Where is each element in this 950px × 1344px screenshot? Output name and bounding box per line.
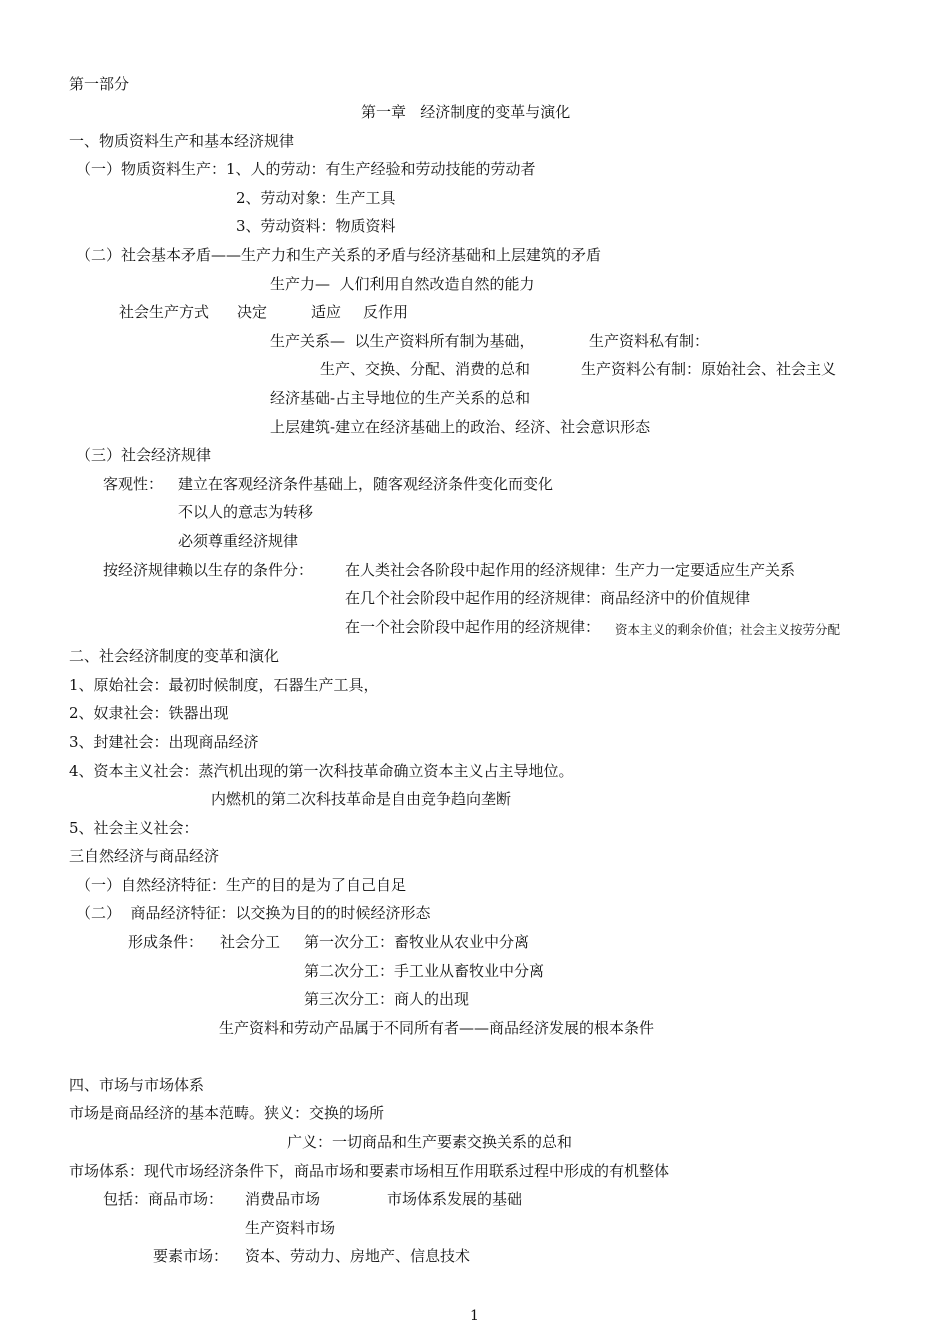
condition-2: 在几个社会阶段中起作用的经济规律：商品经济中的价值规律 <box>345 589 751 607</box>
adapt-label: 适应 <box>311 303 342 321</box>
superstructure: 上层建筑-建立在经济基础上的政治、经济、社会意识形态 <box>270 418 651 436</box>
division-3: 第三次分工：商人的出现 <box>304 990 470 1008</box>
consumer-market: 消费品市场 <box>245 1190 321 1208</box>
s2-line-4b: 内燃机的第二次科技革命是自由竞争趋向垄断 <box>211 790 512 808</box>
section-4-title: 四、市场与市场体系 <box>69 1076 205 1094</box>
market-broad: 广义：一切商品和生产要素交换关系的总和 <box>287 1133 573 1151</box>
division-1: 第一次分工：畜牧业从农业中分离 <box>304 933 530 951</box>
page-number: 1 <box>470 1308 479 1324</box>
social-division: 社会分工 <box>220 933 281 951</box>
s1-a-title: （一）物质资料生产：1、人的劳动：有生产经验和劳动技能的劳动者 <box>76 160 536 178</box>
s3-b: （二） 商品经济特征：以交换为目的的时候经济形态 <box>76 904 431 922</box>
productivity-line: 生产力— 人们利用自然改造自然的能力 <box>270 275 535 293</box>
condition-1: 在人类社会各阶段中起作用的经济规律：生产力一定要适应生产关系 <box>345 561 796 579</box>
system-foundation: 市场体系发展的基础 <box>387 1190 523 1208</box>
s2-line-4: 4、资本主义社会：蒸汽机出现的第一次科技革命确立资本主义占主导地位。 <box>69 762 574 780</box>
market-system: 市场体系：现代市场经济条件下，商品市场和要素市场相互作用联系过程中形成的有机整体 <box>69 1162 670 1180</box>
section-1-title: 一、物质资料生产和基本经济规律 <box>69 132 295 150</box>
react-label: 反作用 <box>363 303 409 321</box>
objectivity-3: 必须尊重经济规律 <box>178 532 299 550</box>
objectivity-2: 不以人的意志为转移 <box>178 503 314 521</box>
s1-c-title: （三）社会经济规律 <box>76 446 212 464</box>
s2-line-2: 2、奴隶社会：铁器出现 <box>69 704 229 722</box>
s2-line-1: 1、原始社会：最初时候制度，石器生产工具， <box>69 676 379 694</box>
section-3-title: 三自然经济与商品经济 <box>69 847 220 865</box>
decide-label: 决定 <box>237 303 268 321</box>
condition-3-detail: 资本主义的剩余价值；社会主义按劳分配 <box>615 622 841 637</box>
economic-base: 经济基础-占主导地位的生产关系的总和 <box>270 389 531 407</box>
s2-line-3: 3、封建社会：出现商品经济 <box>69 733 259 751</box>
s2-line-5: 5、社会主义社会： <box>69 819 199 837</box>
factor-market-label: 要素市场： <box>153 1247 229 1265</box>
s1-b-title: （二）社会基本矛盾——生产力和生产关系的矛盾与经济基础和上层建筑的矛盾 <box>76 246 602 264</box>
section-2-title: 二、社会经济制度的变革和演化 <box>69 647 280 665</box>
market-definition: 市场是商品经济的基本范畴。狭义：交换的场所 <box>69 1104 385 1122</box>
means-market: 生产资料市场 <box>245 1219 336 1237</box>
relations-sum: 生产、交换、分配、消费的总和 <box>320 360 531 378</box>
objectivity-1: 建立在客观经济条件基础上，随客观经济条件变化而变化 <box>178 475 554 493</box>
part-heading: 第一部分 <box>69 75 130 93</box>
production-mode: 社会生产方式 <box>119 303 210 321</box>
public-ownership: 生产资料公有制：原始社会、社会主义 <box>581 360 837 378</box>
s1-a-item-2: 2、劳动对象：生产工具 <box>236 189 396 207</box>
private-ownership: 生产资料私有制： <box>589 332 710 350</box>
factor-market-items: 资本、劳动力、房地产、信息技术 <box>245 1247 471 1265</box>
division-2: 第二次分工：手工业从畜牧业中分离 <box>304 962 545 980</box>
s1-a-item-3: 3、劳动资料：物质资料 <box>236 217 396 235</box>
objectivity-label: 客观性： <box>103 475 164 493</box>
include-label: 包括：商品市场： <box>103 1190 224 1208</box>
root-condition: 生产资料和劳动产品属于不同所有者——商品经济发展的根本条件 <box>219 1019 655 1037</box>
formation-label: 形成条件： <box>128 933 204 951</box>
relations-line: 生产关系— 以生产资料所有制为基础， <box>270 332 535 350</box>
condition-3: 在一个社会阶段中起作用的经济规律： <box>345 618 601 636</box>
chapter-title: 第一章 经济制度的变革与演化 <box>361 103 571 121</box>
condition-label: 按经济规律赖以生存的条件分： <box>103 561 314 579</box>
s3-a: （一）自然经济特征：生产的目的是为了自己自足 <box>76 876 407 894</box>
